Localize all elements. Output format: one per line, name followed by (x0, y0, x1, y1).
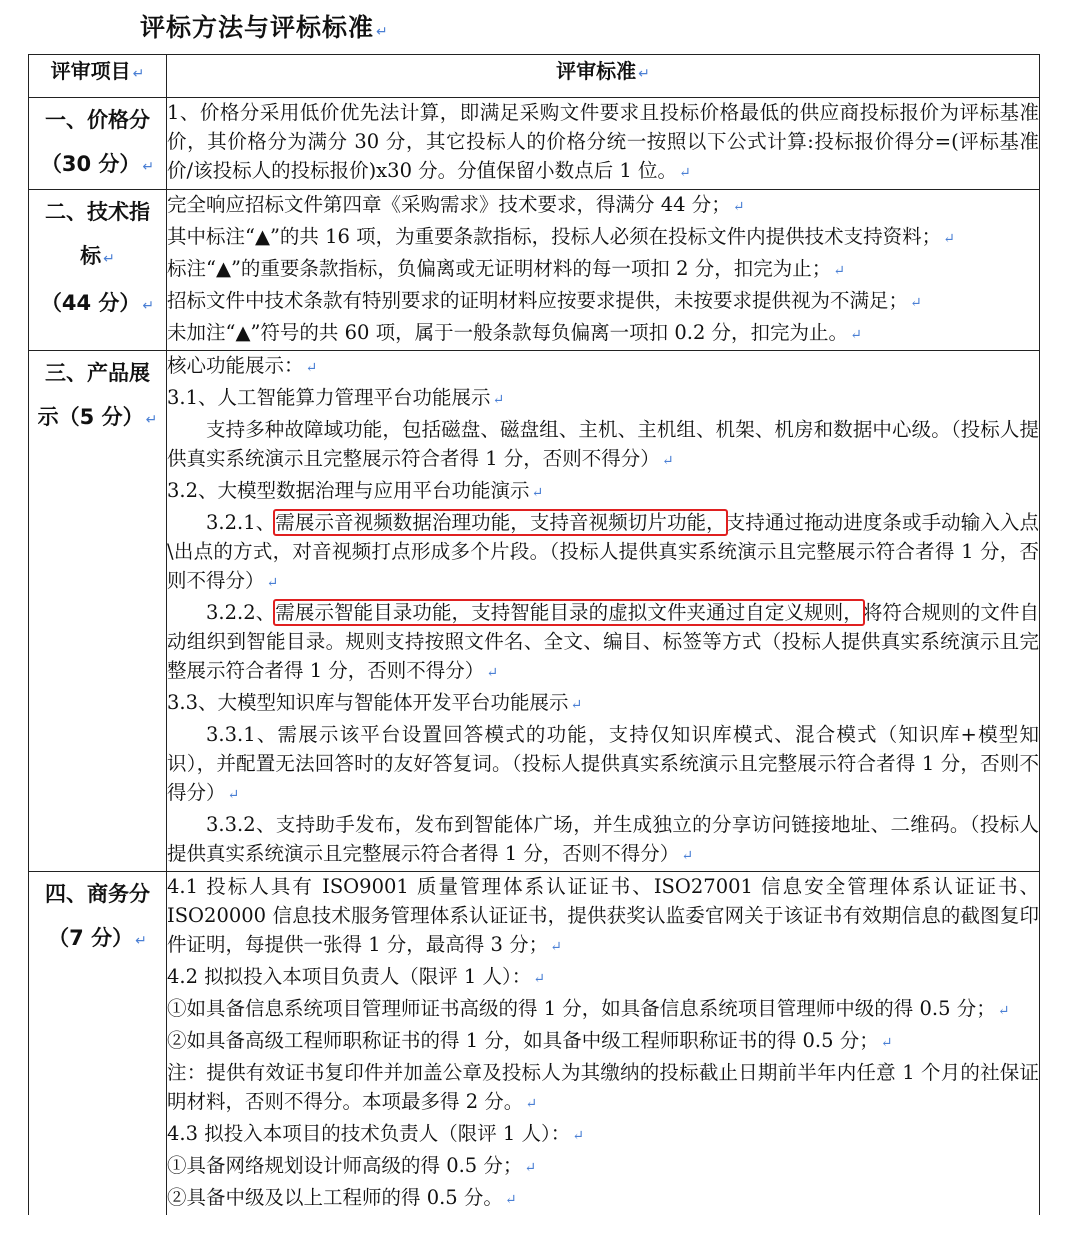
paragraph-mark-icon: ↵ (681, 848, 694, 864)
paragraph-mark-icon: ↵ (103, 251, 115, 267)
criteria-paragraph (167, 688, 1039, 720)
criteria-product (167, 351, 1040, 872)
paragraph-mark-icon: ↵ (880, 1035, 893, 1051)
criteria-text: 招标文件中技术条款有特别要求的证明材料应按要求提供，未按要求提供视为不满足； (167, 289, 909, 312)
criteria-text: 4.3 拟投入本项目的技术负责人（限评 1 人）： (167, 1122, 571, 1145)
paragraph-mark-icon: ↵ (135, 933, 147, 949)
category-name: 四、商务分 (45, 882, 150, 906)
criteria-paragraph (167, 222, 1039, 254)
criteria-paragraph (167, 1026, 1039, 1058)
category-name: 三、产品展 (45, 361, 150, 385)
criteria-tech (167, 190, 1040, 351)
paragraph-mark-icon: ↵ (486, 665, 499, 681)
paragraph-mark-icon: ↵ (132, 66, 145, 82)
criteria-text: 3.2.2、 (206, 601, 276, 624)
paragraph-mark-icon: ↵ (266, 575, 279, 591)
criteria-text: 3.1、人工智能算力管理平台功能展示 (167, 386, 491, 409)
evaluation-table (28, 54, 1040, 1215)
paragraph-mark-icon: ↵ (997, 1003, 1010, 1019)
paragraph-mark-icon: ↵ (376, 24, 389, 40)
criteria-paragraph (167, 962, 1039, 994)
criteria-paragraph (167, 508, 1039, 598)
criteria-text: 1、价格分采用低价优先法计算，即满足采购文件要求且投标价格最低的供应商投标报价为评标基准价，其价格分为满分 30 分，其它投标人的价格分统一按照以下公式计算:投标报价得分=(评标基准价/该投标人的投标报价)x30 分。分值保留小数点后 1 位。 (167, 101, 1039, 182)
table-row (29, 190, 1040, 351)
criteria-text: 4.1 投标人具有 ISO9001 质量管理体系认证证书、ISO27001 信息安全管理体系认证证书、ISO20000 信息技术服务管理体系认证证书，提供获奖认监委官网关于该证书有效期信息的截图复印件证明，每提供一张得 1 分，最高得 3 分； (167, 875, 1039, 956)
highlighted-requirement: 需展示音视频数据治理功能，支持音视频切片功能， (275, 511, 726, 534)
document-title (140, 8, 389, 44)
criteria-paragraph (167, 415, 1039, 476)
table-header-row (29, 55, 1040, 98)
table-row (29, 98, 1040, 190)
criteria-paragraph (167, 254, 1039, 286)
paragraph-mark-icon: ↵ (504, 1192, 517, 1208)
paragraph-mark-icon: ↵ (492, 392, 505, 408)
paragraph-mark-icon: ↵ (533, 971, 545, 987)
category-score: （30 分） (40, 152, 141, 176)
paragraph-mark-icon: ↵ (531, 485, 544, 501)
category-score: （7 分） (48, 926, 134, 950)
table-row (29, 351, 1040, 872)
paragraph-mark-icon: ↵ (142, 298, 155, 314)
paragraph-mark-icon: ↵ (638, 66, 650, 82)
criteria-text: ②如具备高级工程师职称证书的得 1 分，如具备中级工程师职称证书的得 0.5 分； (167, 1029, 879, 1052)
paragraph-mark-icon: ↵ (525, 1096, 538, 1112)
criteria-text: 其中标注“▲”的共 16 项，为重要条款指标，投标人必须在投标文件内提供技术支持资料； (167, 225, 942, 248)
paragraph-mark-icon: ↵ (910, 295, 922, 311)
category-name: 二、技术指 (45, 200, 150, 224)
paragraph-mark-icon: ↵ (142, 159, 155, 175)
paragraph-mark-icon: ↵ (572, 1128, 584, 1144)
category-score: （44 分） (40, 291, 141, 315)
criteria-paragraph (167, 383, 1039, 415)
category-score-line (29, 395, 166, 442)
category-product (29, 351, 167, 872)
criteria-text: ①具备网络规划设计师高级的得 0.5 分； (167, 1154, 523, 1177)
criteria-text: 支持通过拖动进度条或手动输入入点\出点的方式，对音视频打点形成多个片段。（投标人提供真实系统演示且完整展示符合者得 1 分，否则不得分） (167, 511, 1039, 592)
paragraph-mark-icon: ↵ (833, 263, 845, 279)
criteria-business (167, 872, 1040, 1216)
category-name-part: 标 (80, 244, 102, 268)
criteria-text: 注：提供有效证书复印件并加盖公章及投标人为其缴纳的投标截止日期前半年内任意 1 个月的社保证明材料，否则不得分。本项最多得 2 分。 (167, 1061, 1039, 1113)
header-criteria-cell (167, 55, 1040, 98)
criteria-paragraph (167, 1151, 1039, 1183)
criteria-paragraph (167, 351, 1039, 383)
criteria-paragraph (167, 720, 1039, 810)
category-business (29, 872, 167, 1216)
paragraph-mark-icon: ↵ (227, 787, 240, 803)
criteria-paragraph (167, 1183, 1039, 1215)
criteria-paragraph (167, 872, 1039, 962)
criteria-paragraph (167, 1058, 1039, 1119)
criteria-paragraph (167, 98, 1039, 188)
criteria-paragraph (167, 318, 1039, 350)
paragraph-mark-icon: ↵ (943, 231, 955, 247)
header-item-cell (29, 55, 167, 98)
paragraph-mark-icon: ↵ (679, 165, 691, 181)
criteria-price (167, 98, 1040, 190)
criteria-text: 核心功能展示： (167, 354, 304, 377)
paragraph-mark-icon: ↵ (570, 697, 583, 713)
criteria-paragraph (167, 286, 1039, 318)
criteria-text: 完全响应招标文件第四章《采购需求》技术要求，得满分 44 分； (167, 193, 731, 216)
criteria-text: 3.3.2、支持助手发布，发布到智能体广场，并生成独立的分享访问链接地址、二维码。（投标人提供真实系统演示且完整展示符合者得 1 分，否则不得分） (167, 813, 1039, 865)
criteria-paragraph (167, 1119, 1039, 1151)
category-score: 示（5 分） (37, 405, 144, 429)
criteria-paragraph (167, 994, 1039, 1026)
category-price (29, 98, 167, 190)
criteria-text: 支持多种故障域功能，包括磁盘、磁盘组、主机、主机组、机架、机房和数据中心级。（投标人提供真实系统演示且完整展示符合者得 1 分，否则不得分） (167, 418, 1039, 470)
header-item-label: 评审项目 (50, 59, 131, 83)
category-tech (29, 190, 167, 351)
paragraph-mark-icon: ↵ (145, 412, 158, 428)
criteria-text: 3.2.1、 (206, 511, 276, 534)
criteria-paragraph (167, 810, 1039, 871)
table-row (29, 872, 1040, 1216)
criteria-paragraph (167, 190, 1039, 222)
criteria-paragraph (167, 598, 1039, 688)
criteria-text: ②具备中级及以上工程师的得 0.5 分。 (167, 1186, 503, 1209)
category-score-line (29, 142, 166, 189)
paragraph-mark-icon: ↵ (850, 327, 862, 343)
category-score-line (29, 281, 166, 328)
header-criteria-label: 评审标准 (556, 59, 637, 83)
highlighted-requirement: 需展示智能目录功能，支持智能目录的虚拟文件夹通过自定义规则， (275, 601, 863, 624)
paragraph-mark-icon: ↵ (732, 199, 745, 215)
category-score-line (29, 916, 166, 963)
category-name: 一、价格分 (45, 108, 150, 132)
document-title-text: 评标方法与评标标准 (140, 13, 375, 42)
criteria-text: 未加注“▲”符号的共 60 项，属于一般条款每负偏离一项扣 0.2 分，扣完为止。 (167, 321, 849, 344)
category-name-cont (29, 234, 166, 281)
criteria-text: 3.2、大模型数据治理与应用平台功能演示 (167, 479, 530, 502)
criteria-text: 3.3、大模型知识库与智能体开发平台功能展示 (167, 691, 569, 714)
criteria-text: 标注“▲”的重要条款指标，负偏离或无证明材料的每一项扣 2 分，扣完为止； (167, 257, 832, 280)
criteria-text: ①如具备信息系统项目管理师证书高级的得 1 分，如具备信息系统项目管理师中级的得 0.5 分； (167, 997, 996, 1020)
criteria-text: 4.2 拟拟投入本项目负责人（限评 1 人）： (167, 965, 532, 988)
criteria-text: 3.3.1、需展示该平台设置回答模式的功能，支持仅知识库模式、混合模式（知识库+模型知识），并配置无法回答时的友好答复词。（投标人提供真实系统演示且完整展示符合者得 1 分，否则不得分） (167, 723, 1039, 804)
paragraph-mark-icon: ↵ (550, 939, 562, 955)
paragraph-mark-icon: ↵ (524, 1160, 537, 1176)
paragraph-mark-icon: ↵ (305, 360, 318, 376)
paragraph-mark-icon: ↵ (661, 453, 674, 469)
criteria-paragraph (167, 476, 1039, 508)
criteria-text: 将符合规则的文件自动组织到智能目录。规则支持按照文件名、全文、编目、标签等方式（投标人提供真实系统演示且完整展示符合者得 1 分，否则不得分） (167, 601, 1039, 682)
